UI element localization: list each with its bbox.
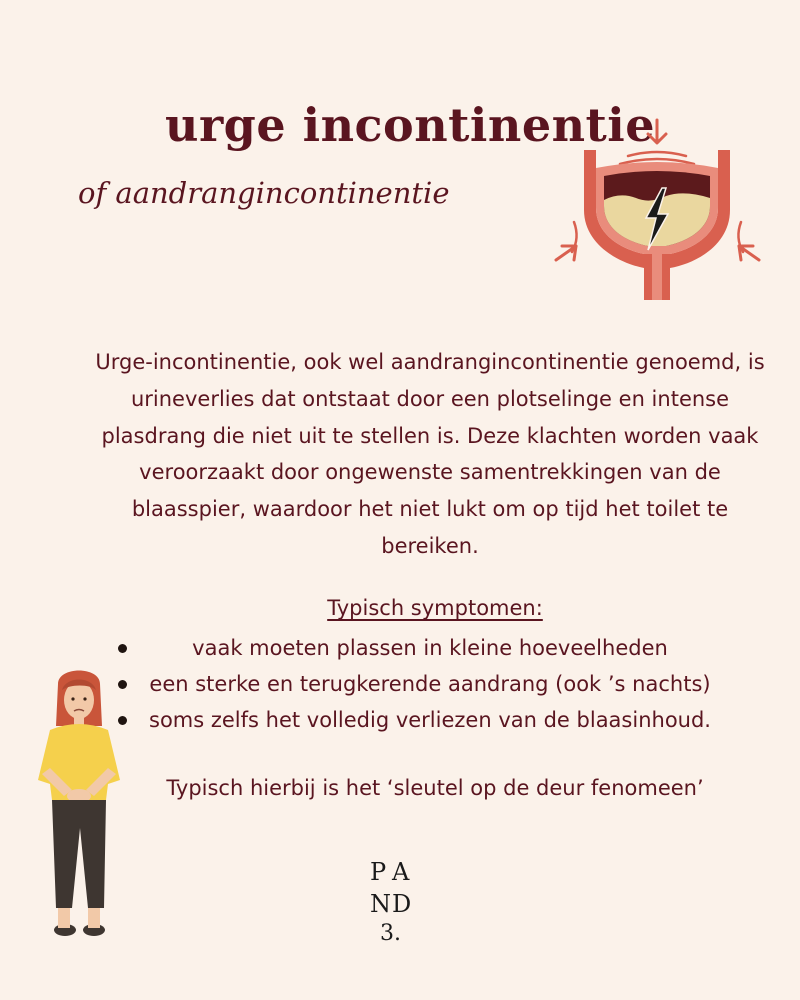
list-item — [100, 632, 800, 668]
symptom-text: soms zelfs het volledig verliezen van de blaasinhoud. — [149, 708, 711, 732]
symptom-text: vaak moeten plassen in kleine hoeveelheden — [192, 636, 668, 660]
bladder-illustration-icon — [550, 118, 765, 308]
page-title: urge incontinentie — [165, 98, 656, 152]
brand-logo — [368, 858, 428, 948]
description-paragraph: Urge-incontinentie, ook wel aandrangincontinentie genoemd, is urineverlies dat ontstaat door een plotselinge en intense plasdrang die niet uit te stellen is. Deze klachten worden vaak veroorzaakt door ongewenste samentrekkingen van de blaasspier, waardoor het niet lukt om op tijd het toilet te bereiken. — [95, 350, 765, 558]
woman-holding-bladder-icon — [28, 668, 138, 948]
closing-text: Typisch hierbij is het ‘sleutel op de deur fenomeen’ — [166, 776, 704, 800]
list-item — [100, 704, 800, 740]
logo-letter: P — [370, 858, 387, 886]
symptom-text: een sterke en terugkerende aandrang (ook ’s nachts) — [149, 672, 711, 696]
symptoms-heading: Typisch symptomen: — [327, 596, 543, 620]
logo-letter: A — [392, 858, 410, 886]
list-item — [100, 668, 800, 704]
logo-letter: D — [392, 890, 412, 918]
logo-letter: 3. — [380, 921, 401, 946]
page-subtitle: of aandrangincontinentie — [78, 176, 450, 210]
logo-letter: N — [370, 890, 391, 918]
symptoms-list — [100, 632, 800, 740]
